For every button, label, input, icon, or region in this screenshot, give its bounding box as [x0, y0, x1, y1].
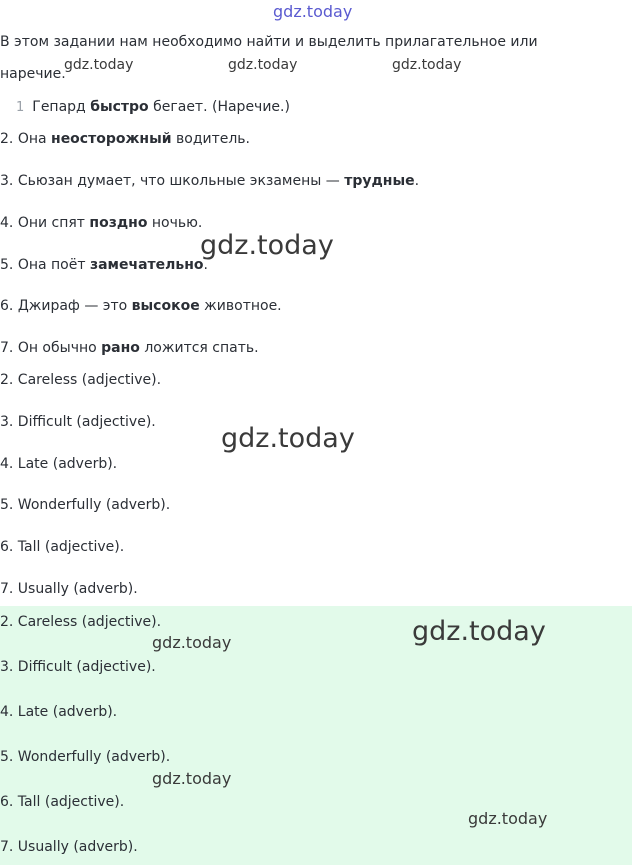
watermark-top: gdz.today [273, 2, 353, 21]
sentence-text: водитель. [171, 131, 251, 147]
sentence-text: бегает. (Наречие.) [148, 99, 290, 115]
sentence-2 [0, 131, 250, 147]
sentence-text: Джираф — это [17, 298, 132, 314]
sentence-number: 7. [0, 340, 14, 356]
highlighted-word: рано [101, 340, 140, 356]
sentence-1 [16, 99, 290, 115]
sentence-text: Они спят [17, 215, 90, 231]
watermark: gdz.today [152, 633, 232, 652]
sentence-text: . [414, 173, 420, 189]
highlighted-word: неосторожный [51, 131, 172, 147]
answer-line: 3. Difficult (adjective). [0, 659, 156, 675]
sentence-number: 4. [0, 215, 14, 231]
watermark: gdz.today [152, 769, 232, 788]
watermark: gdz.today [228, 57, 298, 73]
answer-line: 3. Difficult (adjective). [0, 414, 156, 430]
sentence-number: 1 [16, 100, 25, 115]
watermark: gdz.today [64, 57, 134, 73]
answer-line: 2. Careless (adjective). [0, 372, 162, 388]
answer-line: 5. Wonderfully (adverb). [0, 749, 171, 765]
sentence-text: ночью. [147, 215, 203, 231]
answers-panel [0, 606, 632, 865]
sentence-text: . [203, 257, 208, 273]
answer-line: 4. Late (adverb). [0, 704, 118, 720]
watermark: gdz.today [392, 57, 462, 73]
sentence-7 [0, 340, 259, 356]
watermark: gdz.today [200, 230, 334, 261]
highlighted-word: быстро [90, 99, 149, 115]
sentence-text: Она поёт [17, 257, 90, 273]
watermark: gdz.today [468, 809, 548, 828]
sentence-5 [0, 257, 208, 273]
sentence-text: Гепард [32, 99, 91, 115]
watermark: gdz.today [221, 423, 355, 454]
sentence-4 [0, 215, 202, 231]
answer-line: 7. Usually (adverb). [0, 581, 138, 597]
sentence-3 [0, 173, 419, 189]
intro-line-2: наречие. [0, 66, 66, 82]
answer-line: 7. Usually (adverb). [0, 839, 138, 855]
sentence-6 [0, 298, 282, 314]
sentence-text: Она [17, 131, 52, 147]
highlighted-word: трудные [344, 173, 415, 189]
watermark: gdz.today [412, 616, 546, 647]
sentence-number: 2. [0, 131, 14, 147]
answer-line: 6. Tall (adjective). [0, 794, 125, 810]
sentence-text: Он обычно [17, 340, 102, 356]
answer-line: 5. Wonderfully (adverb). [0, 497, 171, 513]
sentence-text: Сьюзан думает, что школьные экзамены — [17, 173, 345, 189]
answer-line: 2. Careless (adjective). [0, 614, 162, 630]
intro-line-1: В этом задании нам необходимо найти и выделить прилагательное или [0, 34, 538, 50]
sentence-number: 3. [0, 173, 14, 189]
highlighted-word: замечательно [89, 257, 204, 273]
sentence-text: животное. [199, 298, 282, 314]
answer-line: 4. Late (adverb). [0, 456, 118, 472]
sentence-number: 6. [0, 298, 14, 314]
sentence-text: ложится спать. [139, 340, 259, 356]
highlighted-word: высокое [131, 298, 200, 314]
sentence-number: 5. [0, 257, 14, 273]
answer-line: 6. Tall (adjective). [0, 539, 125, 555]
highlighted-word: поздно [89, 215, 148, 231]
